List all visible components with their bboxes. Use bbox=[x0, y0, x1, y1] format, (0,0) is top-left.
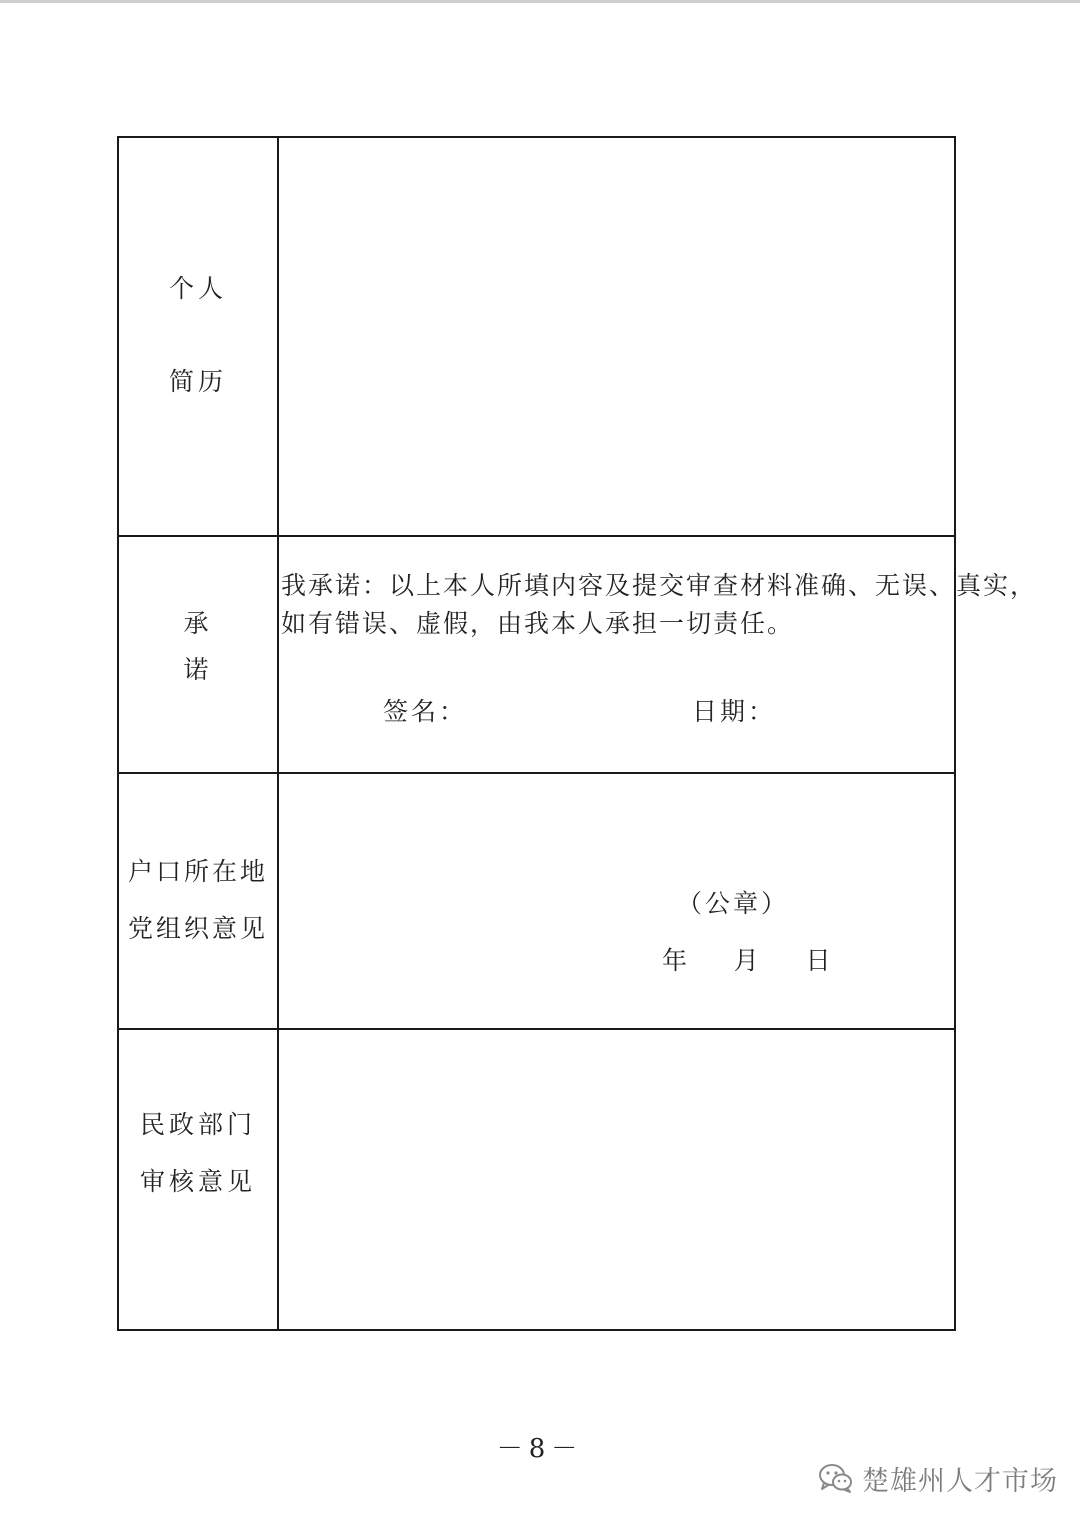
resume-content-cell[interactable] bbox=[279, 138, 954, 535]
party-opinion-label-cell bbox=[119, 774, 279, 1028]
party-opinion-label-line-2: 党组织意见 bbox=[127, 914, 268, 943]
civil-affairs-label-line-2: 审核意见 bbox=[139, 1167, 256, 1196]
pledge-row bbox=[119, 535, 1038, 772]
watermark bbox=[818, 1458, 1058, 1498]
resume-label-line-1: 个人 bbox=[168, 274, 227, 303]
pledge-line-1: 我承诺：以上本人所填内容及提交审查材料准确、无误、真实， bbox=[281, 571, 1038, 600]
pledge-date-label: 日期： bbox=[692, 697, 777, 726]
pledge-content-cell bbox=[279, 537, 1038, 772]
application-form-table bbox=[117, 136, 1038, 1331]
civil-affairs-content-cell[interactable] bbox=[279, 1030, 954, 1329]
pledge-statement bbox=[281, 567, 1038, 643]
official-seal-label: （公章） bbox=[677, 889, 790, 918]
party-opinion-label-line-1: 户口所在地 bbox=[127, 857, 268, 886]
party-opinion-row bbox=[119, 772, 954, 1028]
wechat-icon bbox=[818, 1462, 854, 1494]
civil-affairs-row bbox=[119, 1028, 954, 1329]
pledge-label-line-2: 诺 bbox=[183, 655, 213, 684]
scan-top-edge bbox=[0, 0, 1080, 3]
page-number: －8－ bbox=[496, 1434, 584, 1464]
pledge-label-line-1: 承 bbox=[183, 609, 213, 638]
civil-affairs-label-line-1: 民政部门 bbox=[139, 1110, 256, 1139]
civil-affairs-label-cell bbox=[119, 1030, 279, 1329]
pledge-label-cell bbox=[119, 537, 279, 772]
resume-label-line-2: 简历 bbox=[168, 367, 227, 396]
party-opinion-content-cell[interactable] bbox=[279, 774, 954, 1028]
watermark-text: 楚雄州人才市场 bbox=[862, 1465, 1058, 1497]
party-opinion-date: 年 月 日 bbox=[662, 946, 834, 975]
signature-label: 签名： bbox=[383, 697, 468, 726]
resume-label-cell bbox=[119, 138, 279, 535]
resume-row bbox=[119, 138, 954, 535]
pledge-line-2: 如有错误、虚假，由我本人承担一切责任。 bbox=[281, 609, 795, 638]
